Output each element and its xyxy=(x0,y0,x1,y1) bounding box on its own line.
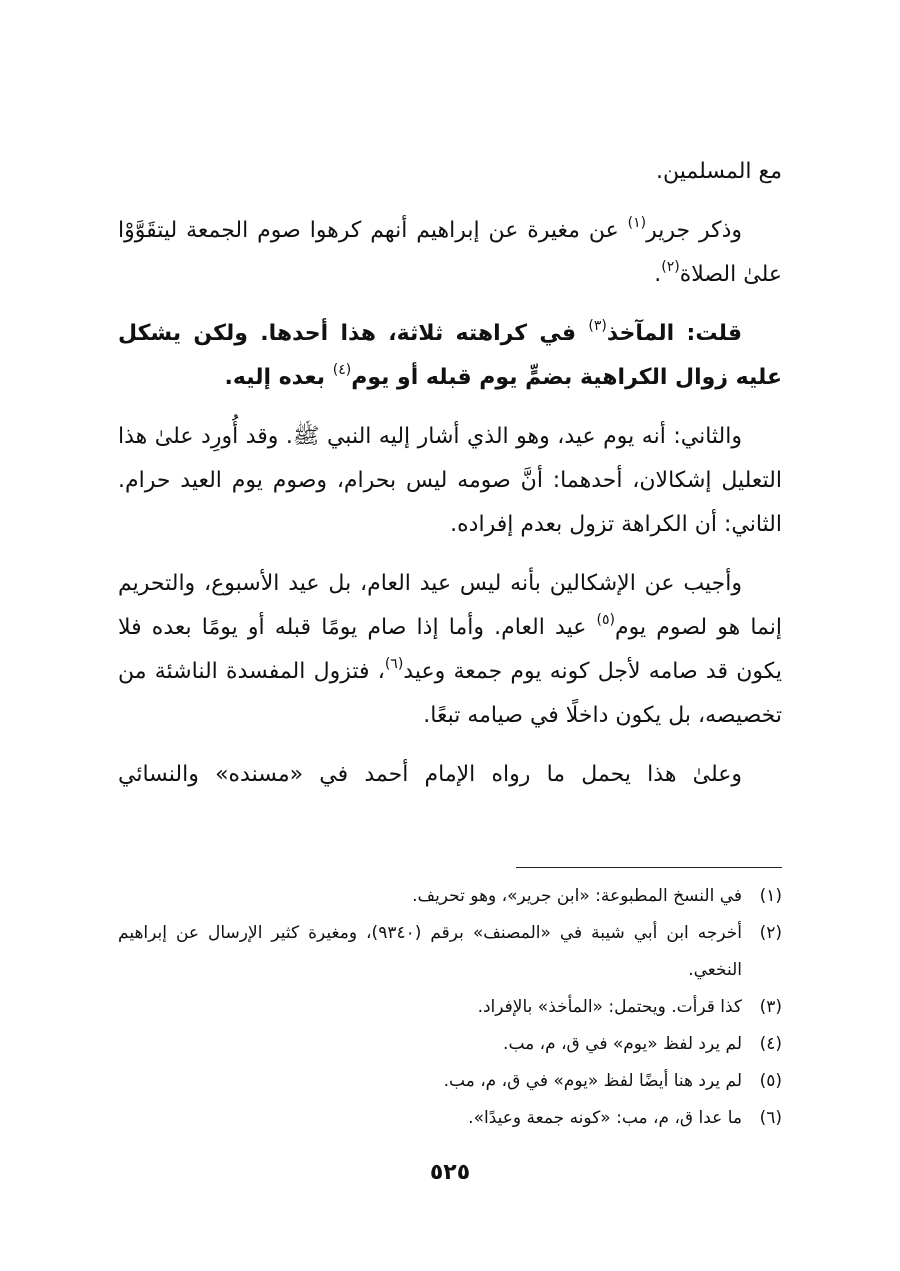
footnote-number: (٤) xyxy=(759,1034,782,1054)
footnote-ref[interactable]: (٣) xyxy=(588,317,607,334)
footnote-text: لم يرد لفظ «يوم» في ق، م، مب. xyxy=(503,1034,742,1054)
footnote-ref[interactable]: (٦) xyxy=(384,655,404,672)
paragraph-text: . xyxy=(654,262,662,287)
footnote xyxy=(118,1100,782,1137)
paragraph xyxy=(118,312,782,400)
footnote-text: كذا قرأت. ويحتمل: «المأخذ» بالإفراد. xyxy=(477,997,742,1017)
footnote-number: (٥) xyxy=(759,1071,782,1091)
footnote-text: لم يرد هنا أيضًا لفظ «يوم» في ق، م، مب. xyxy=(443,1071,742,1091)
footnote-number: (٣) xyxy=(759,997,782,1017)
footnote-number: (١) xyxy=(759,886,782,906)
paragraph xyxy=(118,150,782,194)
footnote xyxy=(118,989,782,1026)
paragraph-text: وأجيب عن الإشكالين بأنه ليس عيد العام، بل عيد الأسبوع، والتحريم إنما هو لصوم يوم xyxy=(118,571,783,640)
footnote-text: أخرجه ابن أبي شيبة في «المصنف» برقم (٩٣٤٠)، ومغيرة كثير الإرسال عن إبراهيم النخعي. xyxy=(118,923,742,980)
paragraph-text: بعده إليه. xyxy=(224,365,333,390)
paragraph-text: عيد العام. وأما إذا صام يومًا قبله أو يومًا بعده فلا يكون قد صامه لأجل كونه يوم جمعة وعيد xyxy=(118,615,782,684)
footnote-number: (٢) xyxy=(759,923,782,943)
footnote-ref[interactable]: (٤) xyxy=(332,361,352,378)
footnote xyxy=(118,878,782,915)
footnote-number: (٦) xyxy=(759,1108,782,1128)
paragraph-text: وذكر جرير xyxy=(646,218,742,243)
footnote-ref[interactable]: (٥) xyxy=(596,611,615,628)
paragraph xyxy=(118,209,782,297)
paragraph xyxy=(118,753,782,797)
footnote xyxy=(118,1063,782,1100)
paragraph xyxy=(118,562,782,738)
main-text xyxy=(118,150,782,812)
footnote-text: ما عدا ق، م، مب: «كونه جمعة وعيدًا». xyxy=(468,1108,742,1128)
paragraph-text: في كراهته ثلاثة، هذا أحدها. ولكن يشكل عليه زوال الكراهية بضمٍّ يوم قبله أو يوم xyxy=(118,321,782,390)
paragraph-text: وعلىٰ هذا يحمل ما رواه الإمام أحمد في «مسنده» والنسائي xyxy=(118,762,742,787)
paragraph-text: عن مغيرة عن إبراهيم أنهم كرهوا صوم الجمعة ليتقَوَّوْا علىٰ الصلاة xyxy=(118,218,782,287)
paragraph-text: والثاني: أنه يوم عيد، وهو الذي أشار إليه النبي ﷺ. وقد أُورِد علىٰ هذا التعليل إشكالان، أحدهما: أنَّ صومه ليس بحرام، وصوم يوم العيد حرام. الثاني: أن الكراهة تزول بعدم إفراده. xyxy=(118,424,782,537)
paragraph-text: ، فتزول المفسدة الناشئة من تخصيصه، بل يكون داخلًا في صيامه تبعًا. xyxy=(118,659,782,728)
footnote-ref[interactable]: (٢) xyxy=(661,258,680,275)
footnote xyxy=(118,915,782,989)
paragraph-text: مع المسلمين. xyxy=(655,159,782,184)
footnote-divider xyxy=(516,867,782,868)
footnotes xyxy=(118,878,782,1137)
footnote-text: في النسخ المطبوعة: «ابن جرير»، وهو تحريف. xyxy=(412,886,742,906)
page-number: ٥٢٥ xyxy=(429,1160,471,1185)
paragraph-text: قلت: المآخذ xyxy=(606,321,742,346)
footnote xyxy=(118,1026,782,1063)
footnote-ref[interactable]: (١) xyxy=(627,214,647,231)
paragraph xyxy=(118,415,782,547)
